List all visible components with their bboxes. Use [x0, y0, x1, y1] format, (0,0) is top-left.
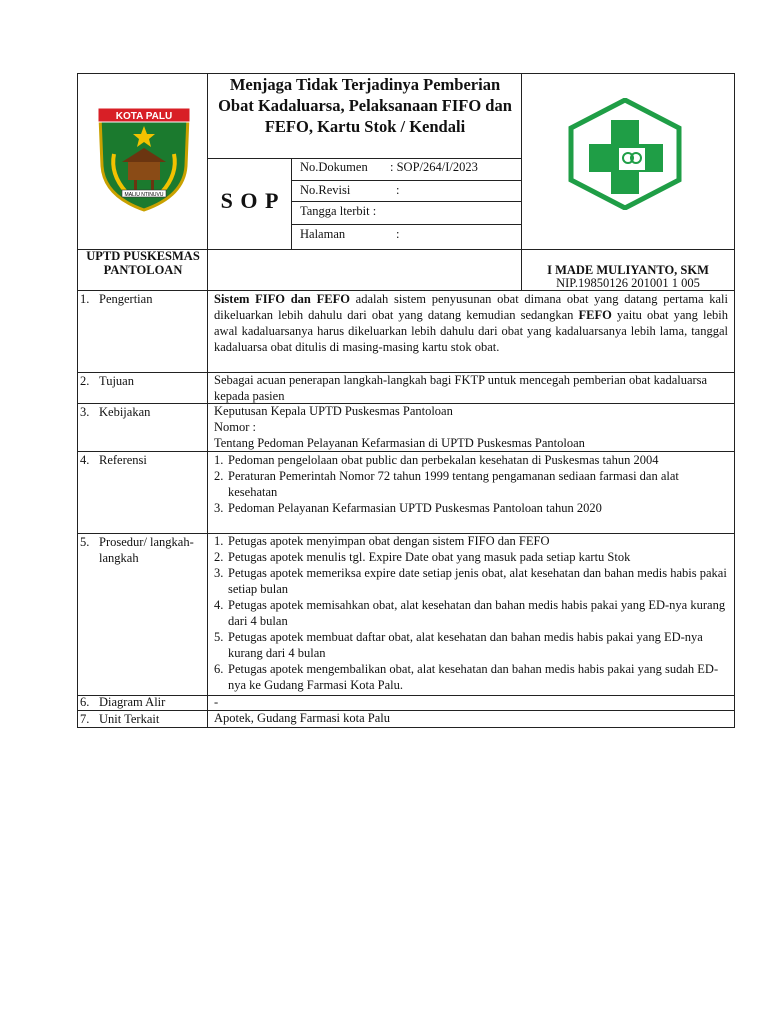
- section-content: [214, 403, 728, 451]
- list-item: 5. Petugas apotek membuat daftar obat, alat kesehatan dan bahan medis habis pakai yang ED-nya kurang dari 4 bulan: [214, 630, 703, 660]
- list-item: 4. Petugas apotek memisahkan obat, alat kesehatan dan bahan medis habis pakai yang ED-nya kurang dari 4 bulan: [214, 598, 726, 628]
- section-label: Unit Terkait: [99, 712, 160, 726]
- section-prosedur: [77, 534, 735, 695]
- section-label: Prosedur/ langkah-langkah: [99, 535, 194, 565]
- section-number: 1.: [80, 292, 90, 306]
- section-content: Apotek, Gudang Farmasi kota Palu: [214, 711, 391, 725]
- section-number: 7.: [80, 712, 90, 726]
- page-label: Halaman: [300, 227, 346, 241]
- section-number: 2.: [80, 374, 90, 388]
- header-divider-1: [207, 73, 208, 290]
- emblem-motto: MALIU NTINUVU: [124, 192, 164, 198]
- emblem-banner-text: KOTA PALU: [115, 111, 173, 122]
- section-unit-terkait: [77, 711, 735, 727]
- section-label: Kebijakan: [99, 405, 151, 419]
- list-item: 1. Pedoman pengelolaan obat public dan perbekalan kesehatan di Puskesmas tahun 2004: [214, 453, 659, 467]
- bold-lead: Sistem FIFO dan FEFO: [214, 292, 350, 306]
- text-part: yaitu obat yang lebih awal kadaluarsanya harus dikeluarkan lebih dahulu dari obat yang kadaluarsanya lebih lama, tanggal kadaluarsa obat ditulis di masing-masing kartu stok obat.: [214, 308, 729, 354]
- sop-label: S O P: [220, 188, 280, 213]
- info-row-sep-3: [291, 224, 521, 225]
- list-item: 2. Petugas apotek menulis tgl. Expire Date obat yang masuk pada setiap kartu Stok: [214, 550, 631, 564]
- section-pengertian: [77, 291, 735, 372]
- section-content: Sebagai acuan penerapan langkah-langkah bagi FKTP untuk mencegah pemberian obat kadaluarsa kepada pasien: [214, 373, 708, 403]
- doc-number-label: No.Dokumen: [300, 160, 368, 174]
- info-row-sep-2: [291, 201, 521, 202]
- section-label: Tujuan: [99, 374, 134, 388]
- page-value: :: [396, 227, 400, 241]
- policy-line: Tentang Pedoman Pelayanan Kefarmasian di UPTD Puskesmas Pantoloan: [214, 436, 585, 450]
- sop-info-divider: [291, 158, 292, 249]
- revision-label: No.Revisi: [300, 183, 351, 197]
- list-item: 2. Peraturan Pemerintah Nomor 72 tahun 1999 tentang pengamanan sediaan farmasi dan alat kesehatan: [214, 469, 679, 499]
- section-content: [214, 452, 728, 516]
- text-part: adalah sistem penyusunan obat dimana obat yang datang pertama kali dikeluarkan lebih dahulu dari obat yang datang kemudian sedangkan: [214, 292, 728, 322]
- section-tujuan: [77, 373, 735, 403]
- info-row-sep-1: [291, 180, 521, 181]
- list-item: 1. Petugas apotek menyimpan obat dengan sistem FIFO dan FEFO: [214, 534, 550, 548]
- list-item: 3. Pedoman Pelayanan Kefarmasian UPTD Puskesmas Pantoloan tahun 2020: [214, 501, 602, 515]
- policy-line: Nomor :: [214, 420, 257, 434]
- section-kebijakan: [77, 404, 735, 451]
- policy-line: Keputusan Kepala UPTD Puskesmas Pantoloan: [214, 404, 453, 418]
- border-bottom: [77, 727, 735, 728]
- section-referensi: [77, 452, 735, 533]
- kota-palu-emblem: [92, 104, 196, 212]
- section-number: 6.: [80, 695, 90, 709]
- section-number: 4.: [80, 453, 90, 467]
- section-label: Diagram Alir: [99, 695, 166, 709]
- section-label: Referensi: [99, 453, 147, 467]
- bold-mid: FEFO: [578, 308, 612, 322]
- doc-number-value: : SOP/264/I/2023: [390, 160, 478, 174]
- header-divider-2: [521, 73, 522, 290]
- puskesmas-logo: [567, 98, 683, 210]
- section-number: 3.: [80, 405, 90, 419]
- section-number: 5.: [80, 535, 90, 549]
- section-content: -: [214, 695, 219, 709]
- list-item: 6. Petugas apotek mengembalikan obat, alat kesehatan dan bahan medis habis pakai yang sudah ED-nya ke Gudang Farmasi Kota Palu.: [214, 662, 719, 692]
- section-content: [214, 291, 728, 355]
- section-content: [214, 533, 728, 693]
- org-name: UPTD PUSKESMAS PANTOLOAN: [86, 249, 200, 277]
- revision-value: :: [396, 183, 400, 197]
- signer-nip: NIP.19850126 201001 1 005: [556, 276, 700, 290]
- sop-title: Menjaga Tidak Terjadinya Pemberian Obat Kadaluarsa, Pelaksanaan FIFO dan FEFO, Kartu Stok / Kendali: [218, 75, 512, 136]
- list-item: 3. Petugas apotek memeriksa expire date setiap jenis obat, alat kesehatan dan bahan medis habis pakai setiap bulan: [214, 566, 727, 596]
- issue-date-label: Tangga lterbit :: [300, 204, 377, 218]
- signer-name: I MADE MULIYANTO, SKM: [547, 263, 709, 277]
- section-diagram-alir: [77, 696, 735, 710]
- section-label: Pengertian: [99, 292, 153, 306]
